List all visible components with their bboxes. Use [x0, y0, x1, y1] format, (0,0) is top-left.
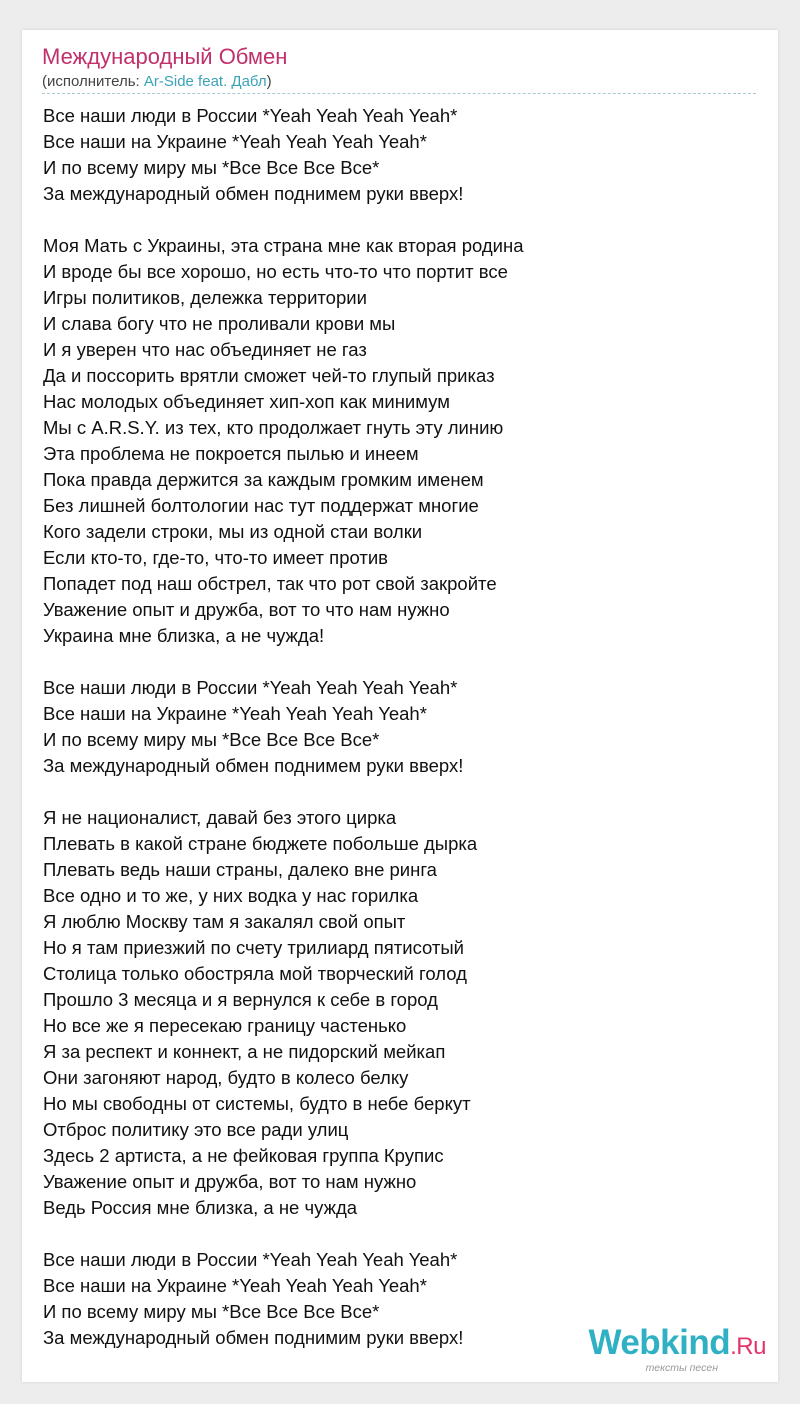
artist-suffix: ) — [266, 73, 272, 90]
lyric-line: И по всему миру мы *Все Все Все Все* — [43, 729, 380, 750]
title-divider — [42, 93, 756, 94]
lyric-line: Все наши люди в России *Yeah Yeah Yeah Yeah* — [43, 677, 458, 698]
artist-prefix: (исполнитель: — [42, 73, 144, 90]
lyric-line: Но мы свободны от системы, будто в небе беркут — [43, 1093, 471, 1114]
lyric-line: Но я там приезжий по счету трилиард пятисотый — [43, 937, 465, 958]
lyric-line: Да и поссорить врятли сможет чей-то глупый приказ — [43, 365, 495, 386]
lyric-line: Они загоняют народ, будто в колесо белку — [43, 1067, 409, 1088]
lyric-line: Все наши люди в России *Yeah Yeah Yeah Yeah* — [43, 105, 458, 126]
lyrics-card — [22, 30, 778, 1382]
stanza-gap — [43, 207, 773, 233]
lyric-line: За международный обмен поднимем руки вверх! — [43, 755, 464, 776]
lyric-line: Я люблю Москву там я закалял свой опыт — [43, 911, 406, 932]
lyric-line: Все наши на Украине *Yeah Yeah Yeah Yeah* — [43, 131, 427, 152]
lyric-line: Эта проблема не покроется пылью и инеем — [43, 443, 419, 464]
lyric-line: За международный обмен поднимим руки вверх! — [43, 1327, 464, 1348]
lyric-line: Я за респект и коннект, а не пидорский мейкап — [43, 1041, 446, 1062]
lyric-line: Но все же я пересекаю границу частенько — [43, 1015, 407, 1036]
lyric-line: Прошло 3 месяца и я вернулся к себе в город — [43, 989, 438, 1010]
logo-name: Webkind — [588, 1323, 731, 1362]
lyrics-text — [43, 103, 773, 1351]
stanza-gap — [43, 649, 773, 675]
logo-tagline: тексты песен — [645, 1362, 718, 1374]
lyric-line: Плевать ведь наши страны, далеко вне ринга — [43, 859, 437, 880]
lyric-line: Уважение опыт и дружба, вот то что нам нужно — [43, 599, 450, 620]
stanza-gap — [43, 1221, 773, 1247]
lyric-line: Украина мне близка, а не чужда! — [43, 625, 325, 646]
lyric-line: Мы с A.R.S.Y. из тех, кто продолжает гнуть эту линию — [43, 417, 504, 438]
lyric-line: Моя Мать с Украины, эта страна мне как вторая родина — [43, 235, 524, 256]
lyric-line: Игры политиков, дележка территории — [43, 287, 367, 308]
lyric-line: Я не националист, давай без этого цирка — [43, 807, 397, 828]
lyric-line: И вроде бы все хорошо, но есть что-то что портит все — [43, 261, 508, 282]
artist-line — [42, 73, 272, 90]
lyric-line: Ведь Россия мне близка, а не чужда — [43, 1197, 358, 1218]
lyric-line: Все наши на Украине *Yeah Yeah Yeah Yeah* — [43, 1275, 427, 1296]
lyric-line: И по всему миру мы *Все Все Все Все* — [43, 157, 380, 178]
stanza-gap — [43, 779, 773, 805]
site-logo[interactable] — [588, 1323, 766, 1374]
lyric-line: Попадет под наш обстрел, так что рот свой закройте — [43, 573, 497, 594]
logo-wordmark — [588, 1323, 766, 1364]
logo-tld: .Ru — [730, 1333, 766, 1360]
lyric-line: Нас молодых объединяет хип-хоп как минимум — [43, 391, 450, 412]
lyric-line: Здесь 2 артиста, а не фейковая группа Крупис — [43, 1145, 444, 1166]
lyric-line: И я уверен что нас объединяет не газ — [43, 339, 367, 360]
lyric-line: Все одно и то же, у них водка у нас горилка — [43, 885, 419, 906]
lyric-line: Плевать в какой стране бюджете побольше дырка — [43, 833, 478, 854]
artist-link[interactable]: Ar-Side feat. Дабл — [143, 73, 267, 90]
lyric-line: Пока правда держится за каждым громким именем — [43, 469, 484, 490]
lyric-line: Отброс политику это все ради улиц — [43, 1119, 349, 1140]
lyric-line: За международный обмен поднимем руки вверх! — [43, 183, 464, 204]
lyric-line: Все наши на Украине *Yeah Yeah Yeah Yeah* — [43, 703, 427, 724]
lyric-line: И слава богу что не проливали крови мы — [43, 313, 396, 334]
lyric-line: Кого задели строки, мы из одной стаи волки — [43, 521, 423, 542]
lyric-line: Без лишней болтологии нас тут поддержат многие — [43, 495, 479, 516]
lyric-line: Все наши люди в России *Yeah Yeah Yeah Yeah* — [43, 1249, 458, 1270]
lyric-line: Если кто-то, где-то, что-то имеет против — [43, 547, 388, 568]
lyric-line: Уважение опыт и дружба, вот то нам нужно — [43, 1171, 417, 1192]
song-title: Международный Обмен — [42, 44, 288, 69]
lyric-line: Столица только обостряла мой творческий голод — [43, 963, 467, 984]
lyric-line: И по всему миру мы *Все Все Все Все* — [43, 1301, 380, 1322]
